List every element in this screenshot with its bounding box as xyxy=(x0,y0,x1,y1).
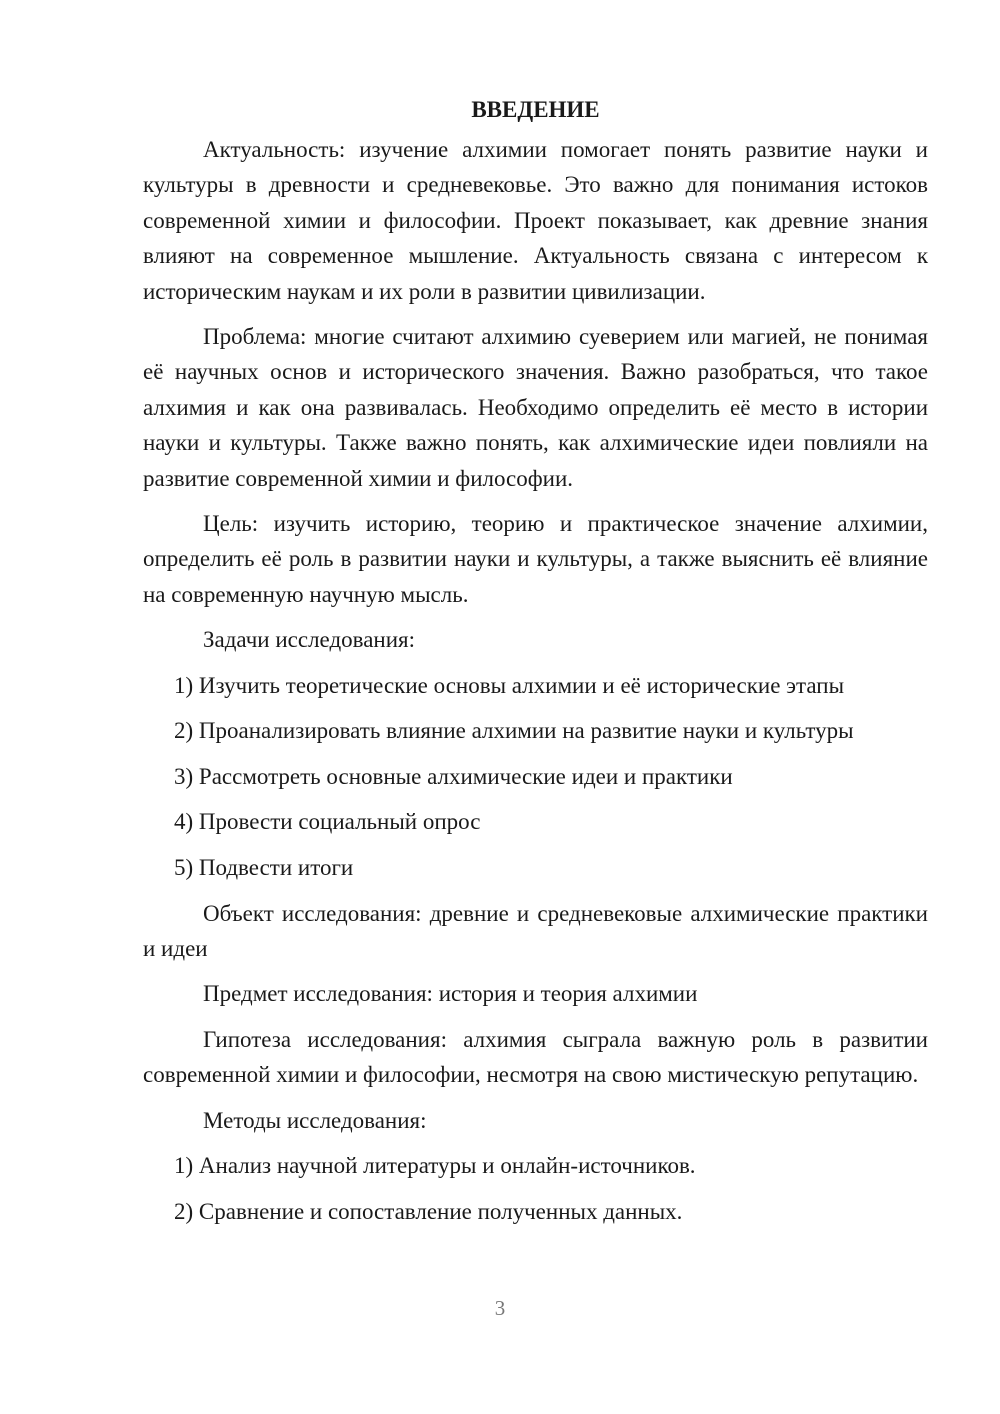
page-title: ВВЕДЕНИЕ xyxy=(471,97,600,122)
tasks-list xyxy=(143,668,928,886)
list-item: 1) Изучить теоретические основы алхимии и её исторические этапы xyxy=(174,672,845,698)
document-page xyxy=(143,92,928,1239)
list-item: 3) Рассмотреть основные алхимические идеи и практики xyxy=(174,763,733,789)
hypothesis-paragraph: Гипотеза исследования: алхимия сыграла важную роль в развитии современной химии и философии, несмотря на свою мистическую репутацию. xyxy=(143,1026,928,1088)
subject-paragraph: Предмет исследования: история и теория алхимии xyxy=(203,981,698,1007)
list-item: 2) Проанализировать влияние алхимии на развитие науки и культуры xyxy=(174,718,854,744)
list-item: 1) Анализ научной литературы и онлайн-источников. xyxy=(174,1153,696,1179)
list-item: 4) Провести социальный опрос xyxy=(174,809,481,835)
object-paragraph: Объект исследования: древние и средневековые алхимические практики и идеи xyxy=(143,900,928,962)
list-item: 5) Подвести итоги xyxy=(174,855,354,881)
relevance-paragraph: Актуальность: изучение алхимии помогает понять развитие науки и культуры в древности и средневековье. Это важно для понимания истоков современной химии и философии. Проект показывает, как древние знания влияют на современное мышление. Актуальность связана с интересом к историческим наукам и их роли в развитии цивилизации. xyxy=(143,137,928,304)
methods-heading: Методы исследования: xyxy=(203,1107,427,1133)
problem-paragraph: Проблема: многие считают алхимию суеверием или магией, не понимая её научных основ и исторического значения. Важно разобраться, что такое алхимия и как она развивалась. Необходимо определить её место в истории науки и культуры. Также важно понять, как алхимические идеи повлияли на развитие современной химии и философии. xyxy=(143,324,928,491)
tasks-heading: Задачи исследования: xyxy=(203,627,416,653)
methods-list xyxy=(143,1148,928,1229)
list-item: 2) Сравнение и сопоставление полученных данных. xyxy=(174,1198,683,1224)
page-number: 3 xyxy=(494,1296,506,1320)
goal-paragraph: Цель: изучить историю, теорию и практическое значение алхимии, определить её роль в развитии науки и культуры, а также выяснить её влияние на современную научную мысль. xyxy=(143,511,928,607)
